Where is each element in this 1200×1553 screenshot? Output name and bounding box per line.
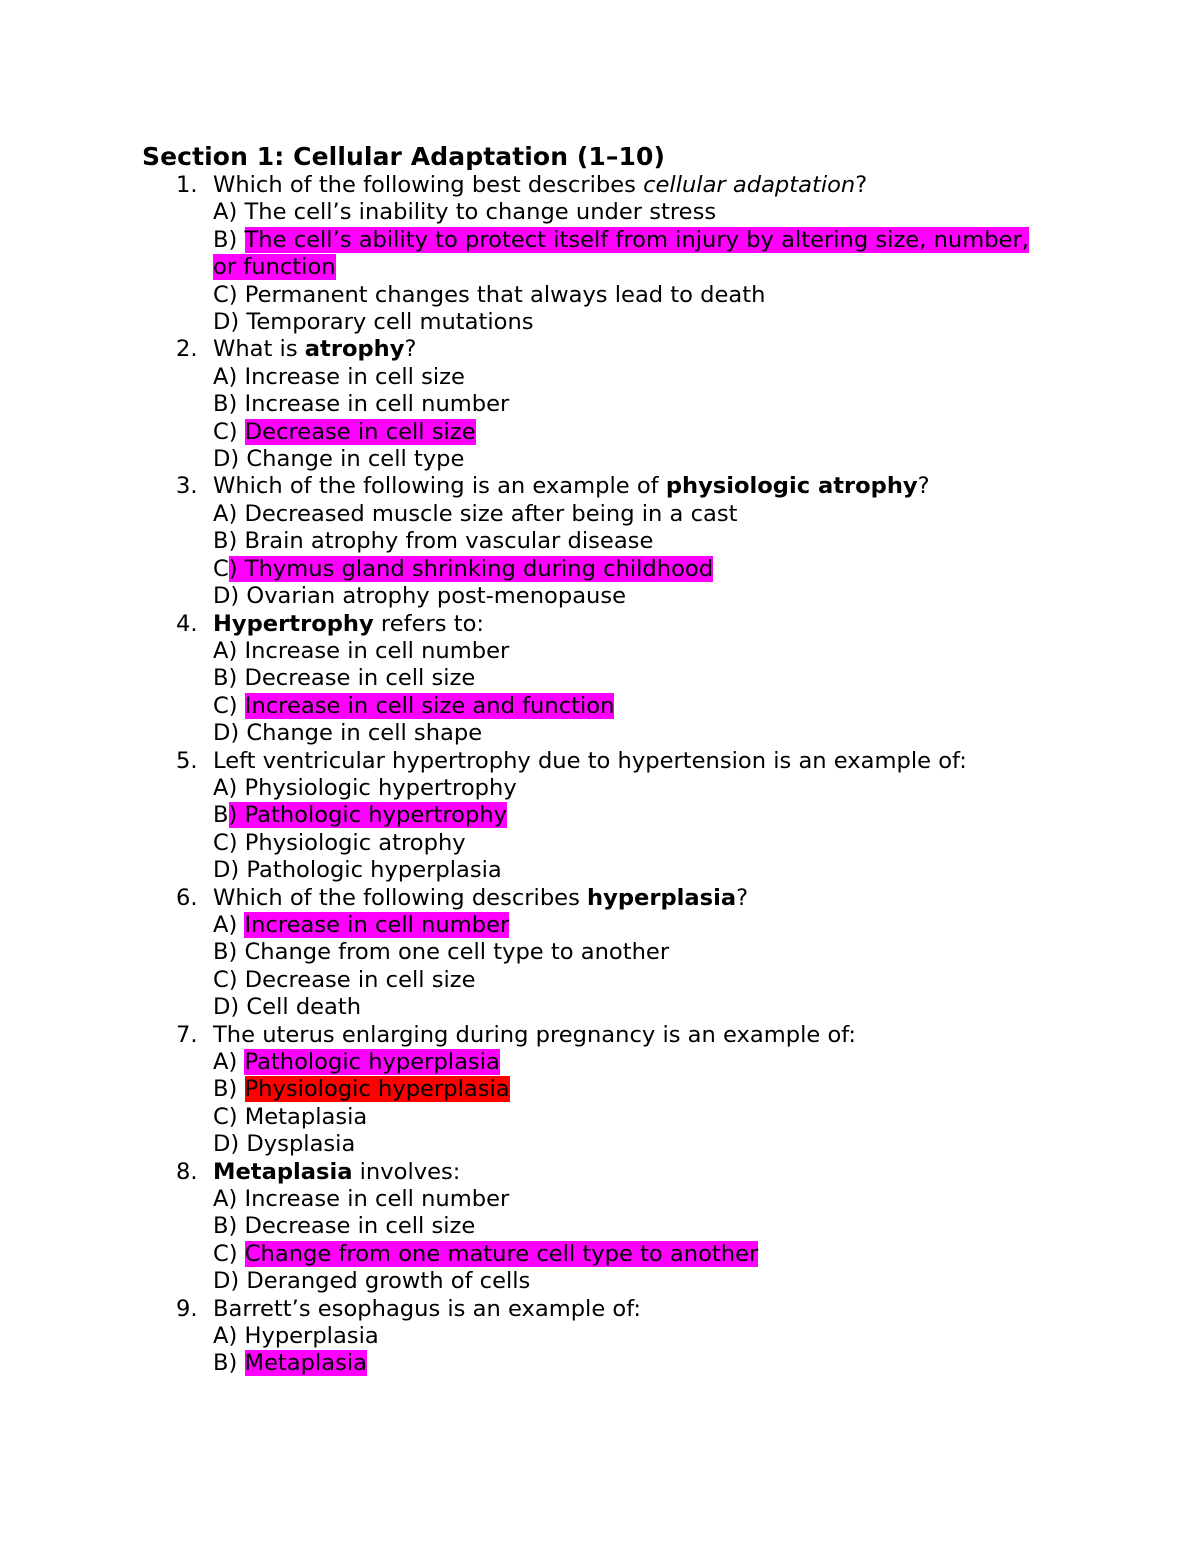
section-title: Section 1: Cellular Adaptation (1–10) bbox=[142, 142, 666, 171]
question-text: What is atrophy? bbox=[213, 336, 417, 363]
highlighted-answer: The cell’s ability to protect itself from injury by altering size, number, or function bbox=[213, 226, 1029, 281]
option-c: C) Decrease in cell size bbox=[213, 966, 476, 993]
question-5 bbox=[142, 748, 1042, 885]
question-number: 3. bbox=[176, 473, 198, 500]
option-a: A) Increase in cell number bbox=[213, 911, 510, 938]
option-a: A) The cell’s inability to change under stress bbox=[213, 199, 717, 226]
option-b: B) The cell’s ability to protect itself from injury by altering size, number, or function bbox=[213, 226, 1029, 281]
option-a: A) Pathologic hyperplasia bbox=[213, 1049, 500, 1075]
option-c: C) Increase in cell size and function bbox=[213, 692, 615, 719]
question-text: Which of the following best describes cellular adaptation? bbox=[213, 172, 868, 198]
question-3 bbox=[142, 473, 1042, 610]
question-6 bbox=[142, 885, 1042, 1022]
option-d: D) Deranged growth of cells bbox=[213, 1268, 531, 1295]
highlighted-answer: Pathologic hyperplasia bbox=[244, 1049, 500, 1075]
question-number: 2. bbox=[176, 336, 198, 363]
option-d: D) Change in cell shape bbox=[213, 720, 483, 747]
question-list bbox=[142, 172, 1042, 1378]
option-b: B) Metaplasia bbox=[213, 1350, 367, 1377]
question-number: 5. bbox=[176, 747, 198, 774]
option-c: C) Metaplasia bbox=[213, 1103, 368, 1130]
option-b: B) Increase in cell number bbox=[213, 391, 510, 418]
document-body bbox=[142, 142, 1042, 1378]
question-number: 1. bbox=[176, 172, 198, 198]
question-7 bbox=[142, 1022, 1042, 1159]
option-b: B) Change from one cell type to another bbox=[213, 939, 670, 966]
option-b: B) Decrease in cell size bbox=[213, 1213, 476, 1240]
option-b: B) Pathologic hypertrophy bbox=[213, 802, 508, 829]
option-c: C) Decrease in cell size bbox=[213, 418, 476, 445]
question-number: 8. bbox=[176, 1158, 198, 1185]
highlighted-answer: Change from one mature cell type to another bbox=[244, 1240, 759, 1267]
option-a: A) Decreased muscle size after being in a cast bbox=[213, 500, 738, 527]
option-d: D) Cell death bbox=[213, 994, 362, 1021]
option-a: A) Increase in cell number bbox=[213, 637, 510, 664]
option-c: C) Change from one mature cell type to another bbox=[213, 1240, 759, 1267]
highlighted-answer: ) Thymus gland shrinking during childhood bbox=[228, 555, 714, 582]
highlighted-answer: Decrease in cell size bbox=[244, 418, 476, 445]
question-number: 9. bbox=[176, 1295, 198, 1322]
question-number: 4. bbox=[176, 610, 198, 637]
question-number: 7. bbox=[176, 1021, 198, 1048]
option-c: C) Thymus gland shrinking during childhood bbox=[213, 555, 714, 582]
highlighted-answer-red: Physiologic hyperplasia bbox=[244, 1076, 510, 1103]
question-9 bbox=[142, 1296, 1042, 1378]
option-a: A) Hyperplasia bbox=[213, 1323, 379, 1350]
option-b: B) Decrease in cell size bbox=[213, 665, 476, 692]
highlighted-answer: Increase in cell size and function bbox=[244, 692, 615, 719]
option-c: C) Permanent changes that always lead to death bbox=[213, 281, 766, 308]
option-a: A) Increase in cell number bbox=[213, 1186, 510, 1213]
question-1 bbox=[142, 172, 1042, 336]
question-8 bbox=[142, 1159, 1042, 1296]
option-d: D) Dysplasia bbox=[213, 1131, 356, 1158]
option-a: A) Physiologic hypertrophy bbox=[213, 774, 517, 801]
question-2 bbox=[142, 336, 1042, 473]
question-text: The uterus enlarging during pregnancy is an example of: bbox=[213, 1021, 857, 1048]
option-d: D) Change in cell type bbox=[213, 446, 465, 473]
question-text: Which of the following is an example of physiologic atrophy? bbox=[213, 473, 930, 500]
highlighted-answer: Increase in cell number bbox=[244, 911, 510, 938]
option-a: A) Increase in cell size bbox=[213, 363, 465, 390]
question-text: Barrett’s esophagus is an example of: bbox=[213, 1295, 641, 1322]
question-4 bbox=[142, 611, 1042, 748]
question-text: Hypertrophy refers to: bbox=[213, 610, 485, 637]
question-text: Left ventricular hypertrophy due to hypertension is an example of: bbox=[213, 747, 967, 774]
highlighted-answer: ) Pathologic hypertrophy bbox=[228, 802, 508, 829]
question-text: Metaplasia involves: bbox=[213, 1158, 461, 1185]
option-d: D) Pathologic hyperplasia bbox=[213, 857, 502, 884]
option-b: B) Physiologic hyperplasia bbox=[213, 1076, 510, 1103]
highlighted-answer: Metaplasia bbox=[244, 1350, 367, 1377]
option-b: B) Brain atrophy from vascular disease bbox=[213, 528, 654, 555]
question-text: Which of the following describes hyperplasia? bbox=[213, 884, 749, 911]
option-d: D) Ovarian atrophy post-menopause bbox=[213, 583, 627, 610]
question-number: 6. bbox=[176, 884, 198, 911]
option-d: D) Temporary cell mutations bbox=[213, 309, 534, 336]
option-c: C) Physiologic atrophy bbox=[213, 829, 466, 856]
